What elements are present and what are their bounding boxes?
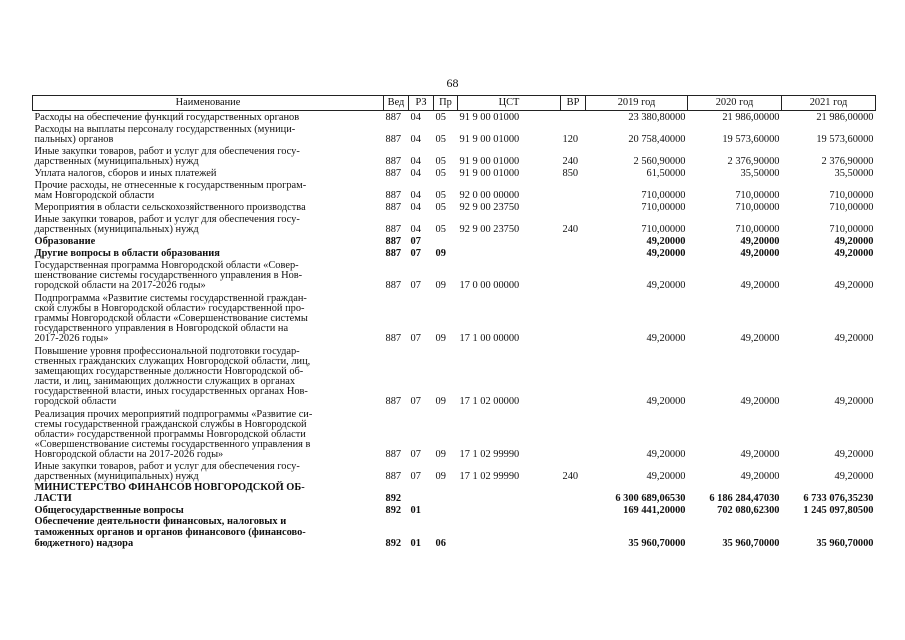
cell-vr: 240 (562, 156, 579, 167)
cell-y2019: 20 758,40000 (628, 134, 686, 145)
row-name-line: граммы Новгородской области «Совершенствование системы (34, 313, 308, 324)
cell-y2020: 49,20000 (740, 449, 780, 460)
row-name-line: Другие вопросы в области образования (34, 248, 220, 259)
cell-y2020: 49,20000 (740, 248, 780, 259)
header-vr: ВР (561, 96, 586, 111)
budget-table (32, 95, 876, 549)
row-name-line: дарственных (муниципальных) нужд (34, 156, 199, 167)
cell-rz: 04 (410, 224, 421, 235)
cell-cst: 17 1 00 00000 (459, 333, 520, 344)
cell-rz: 04 (410, 202, 421, 213)
cell-rz: 04 (410, 156, 421, 167)
cell-y2020: 710,00000 (735, 224, 780, 235)
table-row (33, 516, 876, 549)
header-2020: 2020 год (688, 96, 782, 111)
row-name-line: 2017-2026 годы» (34, 333, 109, 344)
cell-ved: 887 (385, 190, 402, 201)
cell-rz: 07 (410, 471, 421, 482)
header-cst: ЦСТ (458, 96, 561, 111)
table-row (33, 145, 876, 167)
cell-pr: 05 (435, 224, 446, 235)
cell-y2020: 702 080,62300 (717, 505, 780, 516)
row-name-line: дарственных (муниципальных) нужд (34, 224, 199, 235)
row-name-line: ласти, и лиц, занимающих должности служащих в органах (34, 376, 296, 387)
cell-y2021: 49,20000 (834, 396, 874, 407)
cell-pr: 09 (435, 248, 446, 259)
cell-vr (561, 259, 586, 291)
cell-y2020: 710,00000 (735, 202, 780, 213)
cell-y2021: 19 573,60000 (816, 134, 874, 145)
cell-y2020: 35,50000 (740, 168, 780, 179)
cell-cst: 91 9 00 01000 (459, 134, 520, 145)
cell-ved: 887 (385, 202, 402, 213)
row-name-line: бюджетного) надзора (34, 538, 134, 549)
cell-y2021: 1 245 097,80500 (803, 505, 874, 516)
row-name (33, 111, 384, 124)
cell-y2019: 49,20000 (646, 333, 686, 344)
cell-y2019: 61,50000 (646, 168, 686, 179)
cell-y2019: 49,20000 (646, 449, 686, 460)
cell-vr (561, 482, 586, 504)
table-row (33, 167, 876, 179)
cell-y2020: 19 573,60000 (722, 134, 780, 145)
cell-rz: 07 (410, 396, 421, 407)
cell-ved: 887 (385, 333, 402, 344)
cell-y2019: 6 300 689,06530 (615, 493, 686, 504)
cell-pr (434, 235, 458, 247)
cell-rz: 04 (410, 134, 421, 145)
row-name-line: Расходы на выплаты персоналу государственных (муници- (34, 124, 296, 135)
cell-rz: 04 (410, 168, 421, 179)
cell-cst: 91 9 00 01000 (459, 156, 520, 167)
header-2019: 2019 год (586, 96, 688, 111)
row-name-line: шенствование системы государственного управления в Нов- (34, 270, 303, 281)
cell-cst: 17 1 02 99990 (459, 449, 520, 460)
row-name-line: ственных гражданских служащих Новгородской области, лиц, (34, 356, 311, 367)
row-name-line: замещающих государственные должности Новгородской об- (34, 366, 304, 377)
table-row (33, 111, 876, 124)
cell-cst: 92 9 00 23750 (459, 224, 520, 235)
row-name-line: пальных) органов (34, 134, 114, 145)
cell-y2021: 49,20000 (834, 248, 874, 259)
cell-rz: 07 (410, 333, 421, 344)
row-name (33, 504, 384, 516)
row-name-line: области» государственной программы Новгородской области (34, 429, 306, 440)
cell-cst (458, 247, 561, 259)
cell-vr (561, 344, 586, 407)
cell-y2021: 21 986,00000 (816, 112, 874, 123)
cell-vr (561, 516, 586, 549)
cell-y2020: 49,20000 (740, 471, 780, 482)
cell-y2020: 35 960,70000 (722, 538, 780, 549)
cell-vr (561, 201, 586, 213)
cell-y2019: 710,00000 (641, 202, 686, 213)
cell-ved: 892 (385, 493, 402, 504)
cell-vr (561, 407, 586, 460)
cell-y2019: 49,20000 (646, 280, 686, 291)
row-name (33, 123, 384, 145)
cell-y2021: 6 733 076,35230 (803, 493, 874, 504)
row-name-line: Новгородской области на 2017-2026 годы» (34, 449, 224, 460)
header-pr: Пр (434, 96, 458, 111)
row-name (33, 201, 384, 213)
cell-pr: 09 (435, 471, 446, 482)
row-name-line: Обеспечение деятельности финансовых, налоговых и (34, 516, 287, 527)
header-2021: 2021 год (782, 96, 876, 111)
cell-rz (409, 482, 434, 504)
cell-ved: 892 (385, 538, 402, 549)
cell-ved: 892 (385, 505, 402, 516)
cell-ved: 887 (385, 224, 402, 235)
cell-rz: 07 (410, 248, 421, 259)
row-name (33, 213, 384, 235)
cell-y2020: 49,20000 (740, 396, 780, 407)
row-name-line: городской области (34, 396, 117, 407)
row-name-line: Прочие расходы, не отнесенные к государственным програм- (34, 180, 307, 191)
row-name-line: ской службы в Новгородской области» государственной про- (34, 303, 305, 314)
cell-cst: 17 1 02 99990 (459, 471, 520, 482)
cell-pr: 09 (435, 396, 446, 407)
row-name (33, 460, 384, 482)
cell-vr: 240 (562, 471, 579, 482)
cell-y2019: 49,20000 (646, 248, 686, 259)
row-name-line: мам Новгородской области (34, 190, 155, 201)
table-row (33, 247, 876, 259)
row-name-line: Уплата налогов, сборов и иных платежей (34, 168, 217, 179)
row-name-line: стемы государственной гражданской службы в Новгородской (34, 419, 307, 430)
row-name-line: Повышение уровня профессиональной подготовки государ- (34, 346, 300, 357)
cell-cst (458, 482, 561, 504)
cell-cst: 91 9 00 01000 (459, 168, 520, 179)
cell-rz: 04 (410, 112, 421, 123)
row-name (33, 179, 384, 201)
row-name-line: Иные закупки товаров, работ и услуг для обеспечения госу- (34, 214, 300, 225)
cell-y2021: 49,20000 (834, 333, 874, 344)
cell-y2019: 49,20000 (646, 396, 686, 407)
cell-cst: 17 0 00 00000 (459, 280, 520, 291)
header-ved: Вед (384, 96, 409, 111)
row-name-line: Расходы на обеспечение функций государственных органов (34, 112, 300, 123)
row-name-line: ЛАСТИ (34, 493, 72, 504)
cell-pr: 05 (435, 190, 446, 201)
row-name (33, 145, 384, 167)
table-row (33, 344, 876, 407)
cell-vr: 120 (562, 134, 579, 145)
table-row (33, 179, 876, 201)
header-rz: РЗ (409, 96, 434, 111)
row-name (33, 259, 384, 291)
table-row (33, 213, 876, 235)
cell-ved: 887 (385, 236, 402, 247)
cell-cst: 92 9 00 23750 (459, 202, 520, 213)
cell-pr: 05 (435, 202, 446, 213)
table-row (33, 235, 876, 247)
cell-ved: 887 (385, 156, 402, 167)
cell-y2020: 49,20000 (740, 236, 780, 247)
cell-ved: 887 (385, 134, 402, 145)
row-name (33, 482, 384, 504)
cell-pr: 06 (435, 538, 446, 549)
row-name-line: Иные закупки товаров, работ и услуг для обеспечения госу- (34, 461, 300, 472)
table-row (33, 482, 876, 504)
cell-y2019: 2 560,90000 (633, 156, 686, 167)
row-name (33, 344, 384, 407)
row-name-line: дарственных (муниципальных) нужд (34, 471, 199, 482)
row-name-line: городской области на 2017-2026 годы» (34, 280, 206, 291)
row-name (33, 167, 384, 179)
cell-y2020: 21 986,00000 (722, 112, 780, 123)
table-row (33, 407, 876, 460)
cell-y2019: 49,20000 (646, 471, 686, 482)
cell-pr: 05 (435, 168, 446, 179)
cell-y2019: 710,00000 (641, 224, 686, 235)
cell-cst (458, 235, 561, 247)
cell-y2021: 49,20000 (834, 471, 874, 482)
cell-rz: 01 (410, 505, 421, 516)
cell-y2019: 35 960,70000 (628, 538, 686, 549)
row-name-line: Общегосударственные вопросы (34, 505, 184, 516)
table-row (33, 291, 876, 344)
row-name-line: Реализация прочих мероприятий подпрограммы «Развитие си- (34, 409, 313, 420)
cell-y2021: 710,00000 (829, 202, 874, 213)
cell-y2019: 169 441,20000 (623, 505, 686, 516)
cell-y2020: 6 186 284,47030 (709, 493, 780, 504)
cell-vr (561, 504, 586, 516)
cell-y2021: 49,20000 (834, 280, 874, 291)
cell-cst: 91 9 00 01000 (459, 112, 520, 123)
cell-pr (434, 504, 458, 516)
cell-vr (561, 235, 586, 247)
row-name (33, 516, 384, 549)
row-name (33, 291, 384, 344)
cell-cst: 92 0 00 00000 (459, 190, 520, 201)
row-name-line: «Совершенствование системы государственного управления в (34, 439, 311, 450)
row-name-line: Подпрограмма «Развитие системы государственной граждан- (34, 293, 307, 304)
row-name-line: государственной власти, иных государственных органах Нов- (34, 386, 308, 397)
row-name-line: таможенных органов и органов финансового (финансово- (34, 527, 306, 538)
cell-pr: 09 (435, 280, 446, 291)
header-name: Наименование (33, 96, 384, 111)
page-number: 68 (446, 76, 459, 90)
table-header-row (33, 96, 876, 111)
cell-pr: 05 (435, 134, 446, 145)
cell-cst (458, 504, 561, 516)
cell-cst: 17 1 02 00000 (459, 396, 520, 407)
cell-rz: 07 (410, 280, 421, 291)
cell-y2019: 49,20000 (646, 236, 686, 247)
row-name-line: Образование (34, 236, 96, 247)
cell-cst (458, 516, 561, 549)
row-name-line: государственного управления в Новгородской области на (34, 323, 289, 334)
row-name (33, 247, 384, 259)
cell-ved: 887 (385, 168, 402, 179)
cell-vr: 850 (562, 168, 579, 179)
table-row (33, 259, 876, 291)
table-row (33, 460, 876, 482)
cell-y2021: 710,00000 (829, 224, 874, 235)
cell-pr: 05 (435, 112, 446, 123)
cell-rz: 07 (410, 449, 421, 460)
cell-vr: 240 (562, 224, 579, 235)
cell-pr: 09 (435, 449, 446, 460)
cell-y2019: 23 380,80000 (628, 112, 686, 123)
cell-ved: 887 (385, 248, 402, 259)
cell-y2021: 49,20000 (834, 449, 874, 460)
table-row (33, 201, 876, 213)
row-name-line: Мероприятия в области сельскохозяйственного производства (34, 202, 306, 213)
row-name-line: МИНИСТЕРСТВО ФИНАНСОВ НОВГОРОДСКОЙ ОБ- (34, 482, 305, 493)
cell-rz: 04 (410, 190, 421, 201)
cell-y2021: 2 376,90000 (821, 156, 874, 167)
row-name (33, 235, 384, 247)
cell-ved: 887 (385, 280, 402, 291)
row-name-line: Государственная программа Новгородской области «Совер- (34, 260, 299, 271)
cell-ved: 887 (385, 112, 402, 123)
table-row (33, 504, 876, 516)
cell-pr (434, 482, 458, 504)
cell-pr: 05 (435, 156, 446, 167)
cell-vr (561, 291, 586, 344)
table-row (33, 123, 876, 145)
cell-y2020: 710,00000 (735, 190, 780, 201)
cell-y2020: 49,20000 (740, 333, 780, 344)
cell-ved: 887 (385, 471, 402, 482)
cell-y2020: 49,20000 (740, 280, 780, 291)
cell-vr (561, 111, 586, 124)
cell-vr (561, 247, 586, 259)
cell-y2021: 35 960,70000 (816, 538, 874, 549)
cell-y2021: 49,20000 (834, 236, 874, 247)
cell-y2020: 2 376,90000 (727, 156, 780, 167)
cell-vr (561, 179, 586, 201)
cell-ved: 887 (385, 449, 402, 460)
cell-y2021: 710,00000 (829, 190, 874, 201)
cell-rz: 01 (410, 538, 421, 549)
cell-ved: 887 (385, 396, 402, 407)
row-name-line: Иные закупки товаров, работ и услуг для обеспечения госу- (34, 146, 300, 157)
cell-y2019: 710,00000 (641, 190, 686, 201)
row-name (33, 407, 384, 460)
cell-rz: 07 (410, 236, 421, 247)
cell-pr: 09 (435, 333, 446, 344)
cell-y2021: 35,50000 (834, 168, 874, 179)
